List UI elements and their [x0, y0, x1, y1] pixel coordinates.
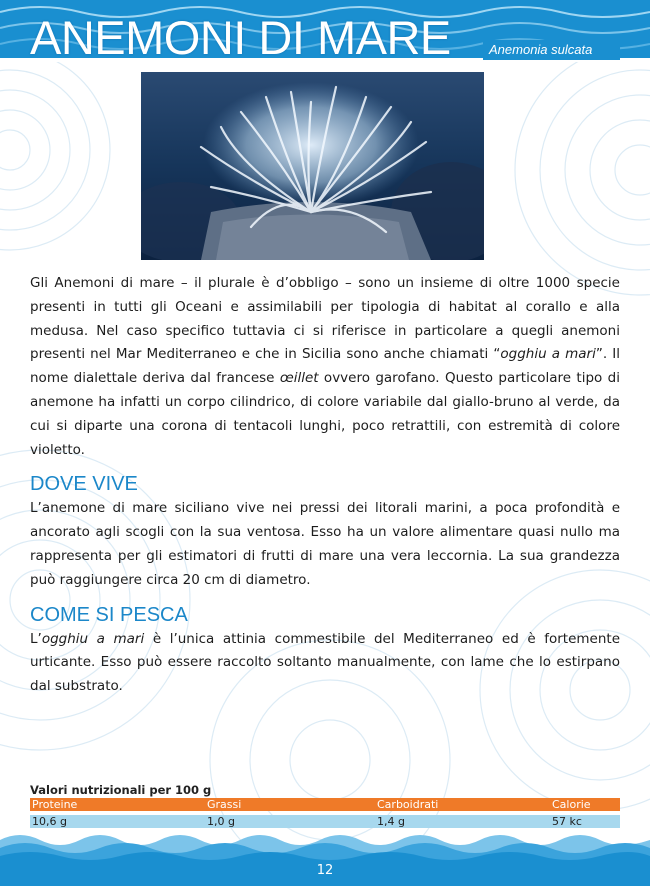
nutrition-values-row	[30, 815, 620, 828]
nutrition-value-cell: 1,0 g	[207, 815, 235, 828]
nutrition-value-cell: 10,6 g	[32, 815, 67, 828]
article-body	[30, 272, 620, 699]
nutrition-header-row	[30, 798, 620, 811]
nutrition-header-cell: Carboidrati	[377, 798, 439, 811]
come-si-pesca-paragraph: L’ogghiu a mari è l’unica attinia commestibile del Mediterraneo ed è fortemente urticante. Esso può essere raccolto soltanto manualmente, con lame che lo estirpano dal substrato.	[30, 630, 620, 695]
intro-paragraph: Gli Anemoni di mare – il plurale è d’obbligo – sono un insieme di oltre 1000 specie presenti in tutti gli Oceani e assimilabili per tipologia di habitat al corallo e alla medusa. Nel caso specifico tuttavia ci si riferisce in particolare a quegli anemoni presenti nel Mar Mediterraneo e che in Sicilia sono anche chiamati “ogghiu a mari”. Il nome dialettale deriva dal francese œillet ovvero garofano. Questo particolare tipo di anemone ha infatti un corpo cilindrico, di colore variabile dal giallo-bruno al verde, da cui si diparte una corona di tentacoli lunghi, poco retrattili, con estremità di colore violetto.	[30, 275, 620, 458]
page-title: ANEMONI DI MARE	[30, 11, 451, 64]
nutrition-title: Valori nutrizionali per 100 g	[30, 783, 212, 797]
page-number: 12	[316, 863, 334, 878]
section-heading-come-si-pesca: COME SI PESCA	[30, 603, 188, 626]
nutrition-value-cell: 1,4 g	[377, 815, 405, 828]
nutrition-header-cell: Proteine	[32, 798, 78, 811]
nutrition-value-cell: 57 kc	[552, 815, 582, 828]
anemone-photo	[141, 72, 484, 260]
dove-vive-paragraph: L’anemone di mare siciliano vive nei pressi dei litorali marini, a poca profondità e ancorato agli scogli con la sua ventosa. Esso ha un valore alimentare quasi nullo ma rappresenta per gli estimatori di frutti di mare una vera leccornia. La sua grandezza può raggiungere circa 20 cm di diametro.	[30, 500, 620, 588]
nutrition-header-cell: Calorie	[552, 798, 591, 811]
nutrition-header-cell: Grassi	[207, 798, 242, 811]
scientific-name-label: Anemonia sulcata	[483, 40, 620, 60]
section-heading-dove-vive: DOVE VIVE	[30, 473, 138, 496]
